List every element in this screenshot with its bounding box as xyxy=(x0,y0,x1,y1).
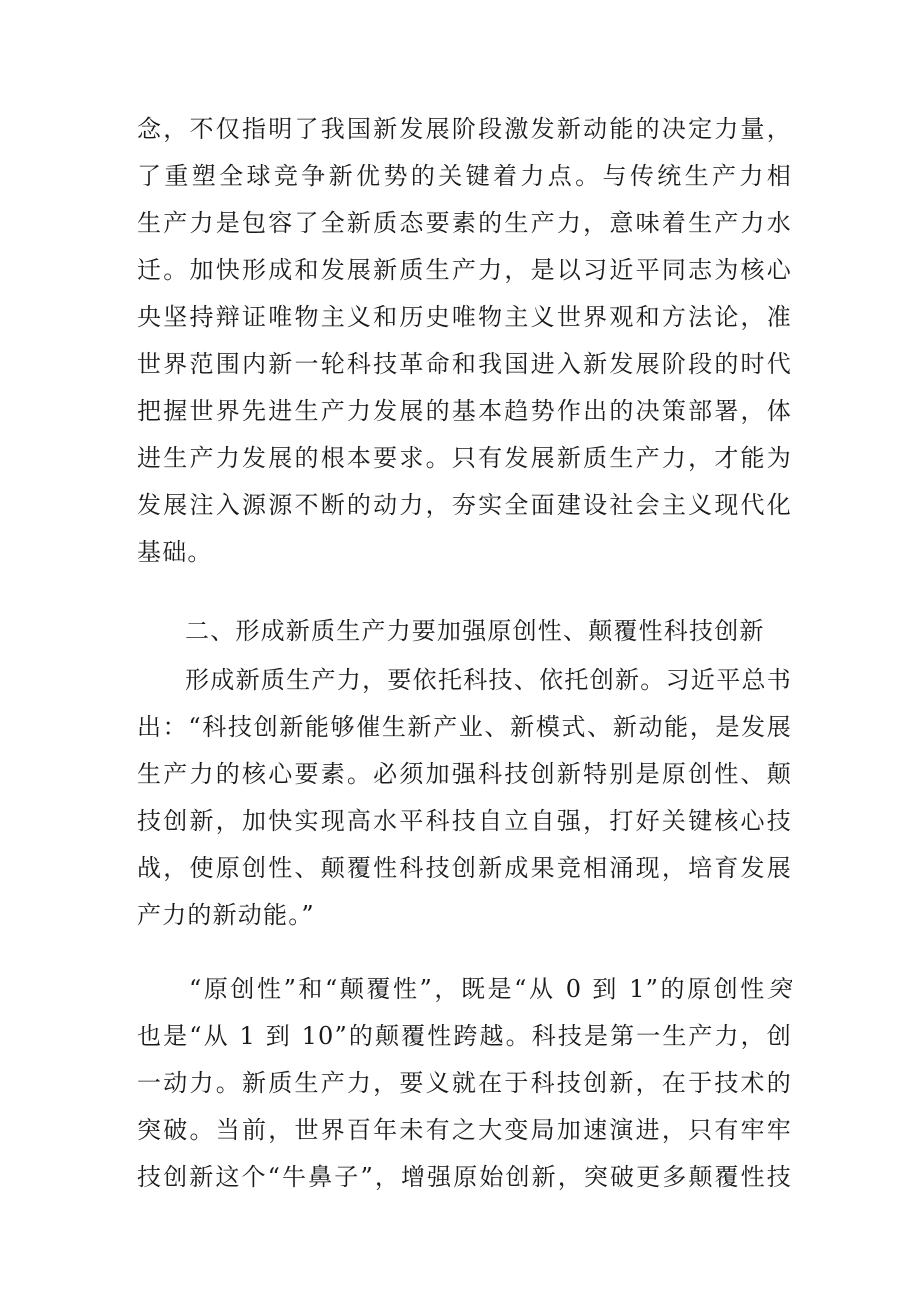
paragraph-line: 突破。当前，世界百年未有之大变局加速演进，只有牢牢 xyxy=(137,1116,792,1144)
paragraph-line: 央坚持辩证唯物主义和历史唯物主义世界观和方法论，准 xyxy=(137,303,792,331)
paragraph-line-italic: 突 xyxy=(766,975,792,1003)
paragraph-line: 生产力的核心要素。必须加强科技创新特别是原创性、颠 xyxy=(137,760,792,788)
paragraph-line: 发展注入源源不断的动力，夯实全面建设社会主义现代化 xyxy=(137,491,792,519)
paragraph-continuation xyxy=(137,106,792,576)
paragraph-line: 形成新质生产力，要依托科技、依托创新。习近平总书 xyxy=(185,666,792,694)
paragraph-line: 基础。 xyxy=(137,538,213,566)
paragraph-line: 生产力是包容了全新质态要素的生产力，意味着生产力水 xyxy=(137,209,792,237)
paragraph-line: 把握世界先进生产力发展的基本趋势作出的决策部署，体 xyxy=(137,397,792,425)
paragraph-line: 迁。加快形成和发展新质生产力，是以习近平同志为核心 xyxy=(137,256,792,284)
paragraph-line: 世界范围内新一轮科技革命和我国进入新发展阶段的时代 xyxy=(137,350,792,378)
paragraph-line: 也是“从 1 到 10”的颠覆性跨越。科技是第一生产力，创 xyxy=(137,1022,792,1050)
section-heading-text: 二、形成新质生产力要加强原创性、颠覆性科技创新 xyxy=(185,617,765,645)
paragraph-line: 出：“科技创新能够催生新产业、新模式、新动能，是发展 xyxy=(137,713,792,741)
paragraph-line: 技创新这个“牛鼻子”，增强原始创新，突破更多颠覆性技 xyxy=(137,1163,792,1191)
paragraph-line: 一动力。新质生产力，要义就在于科技创新，在于技术的 xyxy=(137,1069,792,1097)
paragraph-quote xyxy=(137,657,792,939)
paragraph-line: 了重塑全球竞争新优势的关键着力点。与传统生产力相 xyxy=(137,162,792,190)
paragraph-line-main: “原创性”和“颠覆性”，既是“从 0 到 1”的原创性 xyxy=(189,975,767,1003)
paragraph-line: 战，使原创性、颠覆性科技创新成果竞相涌现，培育发展 xyxy=(137,854,792,882)
section-heading xyxy=(137,608,792,655)
paragraph-line: 技创新，加快实现高水平科技自立自强，打好关键核心技 xyxy=(137,807,792,835)
paragraph-line xyxy=(137,966,792,1013)
paragraph-line: 进生产力发展的根本要求。只有发展新质生产力，才能为 xyxy=(137,444,792,472)
paragraph-line: 念，不仅指明了我国新发展阶段激发新动能的决定力量， xyxy=(137,115,792,143)
paragraph-innovation xyxy=(137,966,792,1201)
paragraph-line: 产力的新动能。” xyxy=(137,901,315,929)
